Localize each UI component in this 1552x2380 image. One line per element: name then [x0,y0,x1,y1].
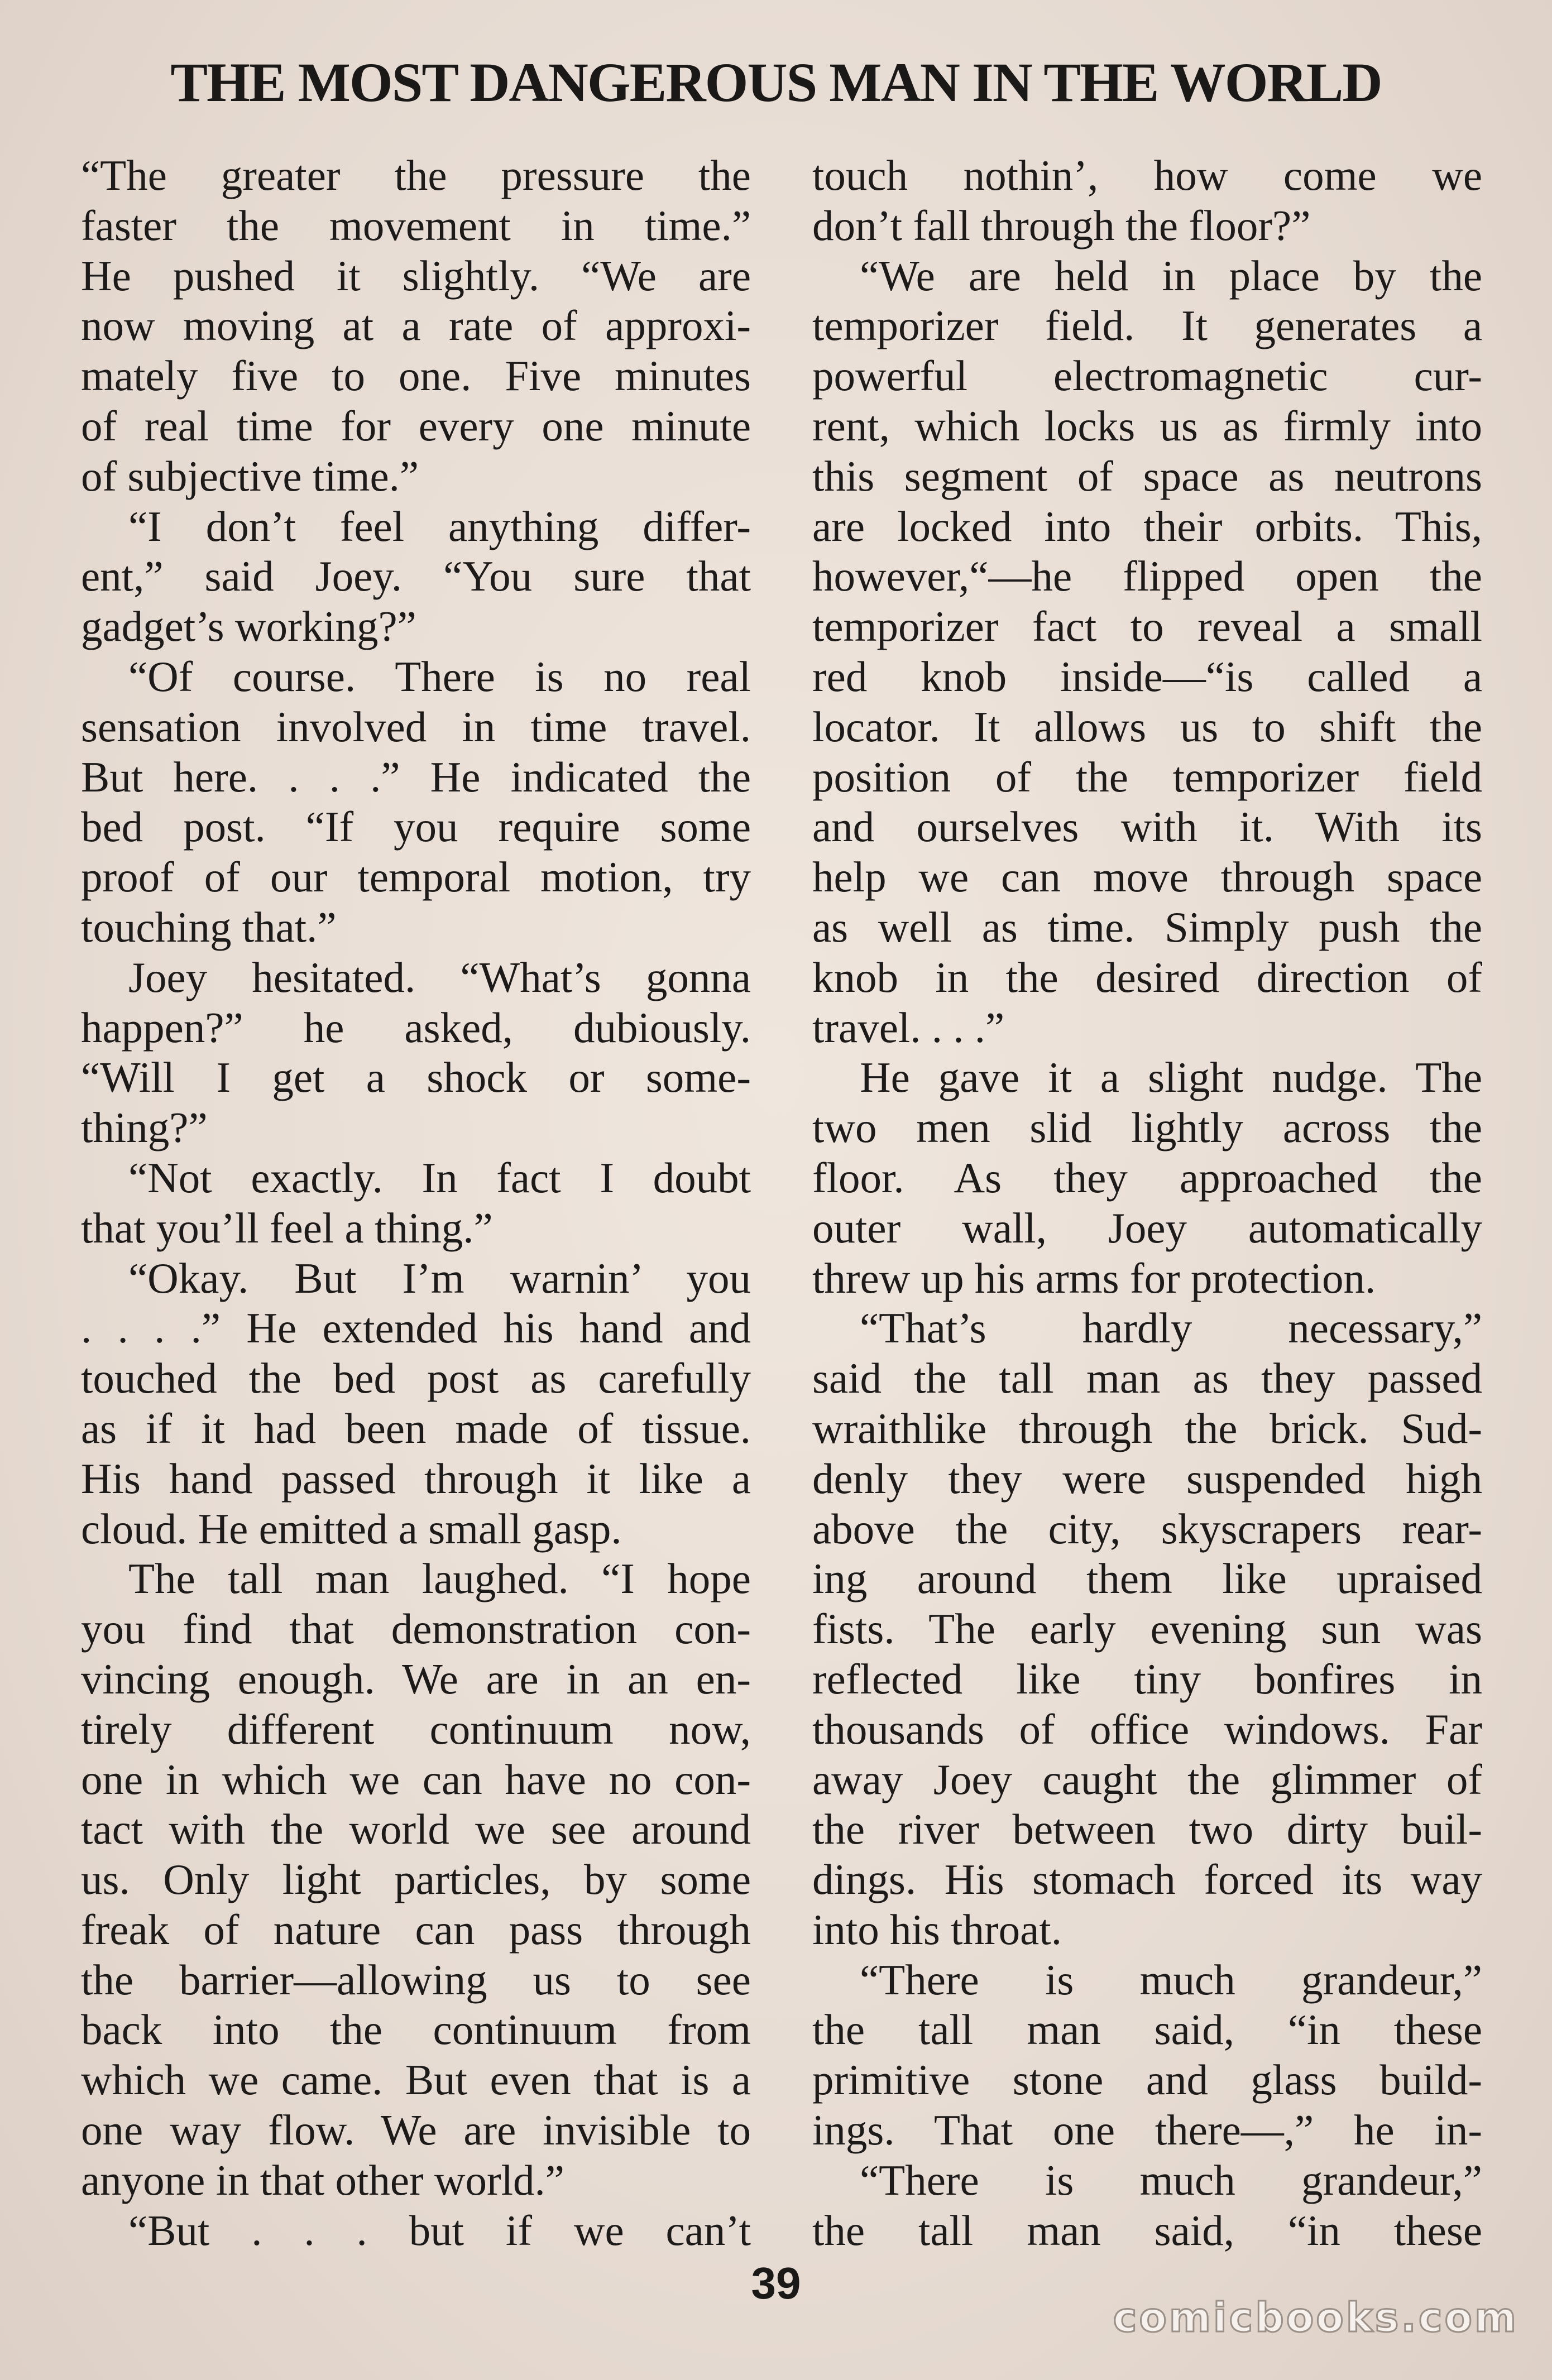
text-line: tact with the world we see around [81,1805,751,1854]
text-line: faster the movement in time.” [81,201,751,249]
text-line: away Joey caught the glimmer of [812,1755,1482,1803]
text-line: this segment of space as neutrons [812,452,1482,500]
text-line: “There is much grandeur,” [860,2156,1482,2204]
text-line: into his throat. [812,1905,1062,1954]
text-line: bed post. “If you require some [81,803,751,851]
right-text-column [812,151,1482,2256]
text-line: locator. It allows us to shift the [812,702,1482,751]
text-line: . . . .” He extended his hand and [81,1304,751,1352]
text-line: But here. . . .” He indicated the [81,752,751,801]
text-line: Joey hesitated. “What’s gonna [128,953,751,1001]
text-line: the tall man said, “in these [812,2206,1482,2254]
text-line: tirely different continuum now, [81,1705,751,1753]
text-line: position of the temporizer field [812,752,1482,801]
watermark-logo: comicbooks.com [1113,2294,1519,2341]
text-line: touch nothin’, how come we [812,151,1482,199]
text-line: “The greater the pressure the [81,151,751,199]
page-title: THE MOST DANGEROUS MAN IN THE WORLD [170,51,1382,113]
text-line: us. Only light particles, by some [81,1855,751,1904]
text-line: however,“—he flipped open the [812,552,1482,601]
text-line: of subjective time.” [81,452,419,500]
text-line: reflected like tiny bonfires in [812,1654,1482,1703]
text-line: temporizer field. It generates a [812,301,1482,350]
text-line: touched the bed post as carefully [81,1354,751,1403]
left-text-column [81,151,751,2256]
text-line: “Okay. But I’m warnin’ you [128,1254,751,1302]
text-line: cloud. He emitted a small gasp. [81,1504,622,1553]
text-line: sensation involved in time travel. [81,702,751,751]
text-line: denly they were suspended high [812,1454,1482,1503]
text-line: one way flow. We are invisible to [81,2106,751,2155]
text-line: back into the continuum from [81,2005,751,2054]
text-line: “But . . . but if we can’t [128,2206,751,2254]
text-line: one in which we can have no con- [81,1755,751,1803]
text-line: are locked into their orbits. This, [812,502,1482,550]
text-line: the barrier—allowing us to see [81,1955,751,2004]
text-line: proof of our temporal motion, try [81,853,751,901]
text-line: He pushed it slightly. “We are [81,251,751,300]
text-line: ent,” said Joey. “You sure that [81,552,751,601]
text-line: don’t fall through the floor?” [812,201,1311,249]
text-line: travel. . . .” [812,1003,1005,1052]
text-line: wraithlike through the brick. Sud- [812,1404,1482,1452]
text-line: above the city, skyscrapers rear- [812,1504,1482,1553]
text-line: anyone in that other world.” [81,2156,564,2204]
text-line: said the tall man as they passed [812,1354,1482,1403]
text-line: ing around them like upraised [812,1554,1482,1603]
text-line: “Will I get a shock or some- [81,1053,751,1102]
text-line: “Of course. There is no real [128,652,751,700]
text-line: two men slid lightly across the [812,1103,1482,1152]
text-line: that you’ll feel a thing.” [81,1203,493,1252]
text-line: gadget’s working?” [81,602,416,651]
text-line: “That’s hardly necessary,” [860,1304,1482,1352]
text-line: thousands of office windows. Far [812,1705,1482,1753]
text-line: outer wall, Joey automatically [812,1203,1482,1252]
text-line: thing?” [81,1103,208,1152]
text-line: The tall man laughed. “I hope [128,1554,751,1603]
text-line: the river between two dirty buil- [812,1805,1482,1854]
text-line: “We are held in place by the [860,251,1482,300]
text-line: knob in the desired direction of [812,953,1482,1001]
text-line: threw up his arms for protection. [812,1254,1376,1302]
text-line: the tall man said, “in these [812,2005,1482,2054]
text-line: His hand passed through it like a [81,1454,751,1503]
text-line: and ourselves with it. With its [812,803,1482,851]
text-line: now moving at a rate of approxi- [81,301,751,350]
text-line: happen?” he asked, dubiously. [81,1003,751,1052]
text-line: as well as time. Simply push the [812,903,1482,951]
text-line: of real time for every one minute [81,401,751,450]
text-line: powerful electromagnetic cur- [812,352,1482,400]
text-line: temporizer fact to reveal a small [812,602,1482,651]
text-line: help we can move through space [812,853,1482,901]
text-line: He gave it a slight nudge. The [860,1053,1482,1102]
text-line: floor. As they approached the [812,1153,1482,1202]
page-number: 39 [751,2258,801,2308]
text-line: freak of nature can pass through [81,1905,751,1954]
text-line: rent, which locks us as firmly into [812,401,1482,450]
text-line: primitive stone and glass build- [812,2056,1482,2104]
text-line: ings. That one there—,” he in- [812,2106,1482,2155]
text-line: which we came. But even that is a [81,2056,751,2104]
text-line: fists. The early evening sun was [812,1605,1482,1653]
text-line: “I don’t feel anything differ- [128,502,751,550]
text-line: red knob inside—“is called a [812,652,1482,700]
text-line: touching that.” [81,903,337,951]
text-line: you find that demonstration con- [81,1605,751,1653]
text-line: vincing enough. We are in an en- [81,1654,751,1703]
text-line: as if it had been made of tissue. [81,1404,751,1452]
text-line: dings. His stomach forced its way [812,1855,1482,1904]
text-line: “Not exactly. In fact I doubt [128,1153,751,1202]
text-line: “There is much grandeur,” [860,1955,1482,2004]
text-line: mately five to one. Five minutes [81,352,751,400]
